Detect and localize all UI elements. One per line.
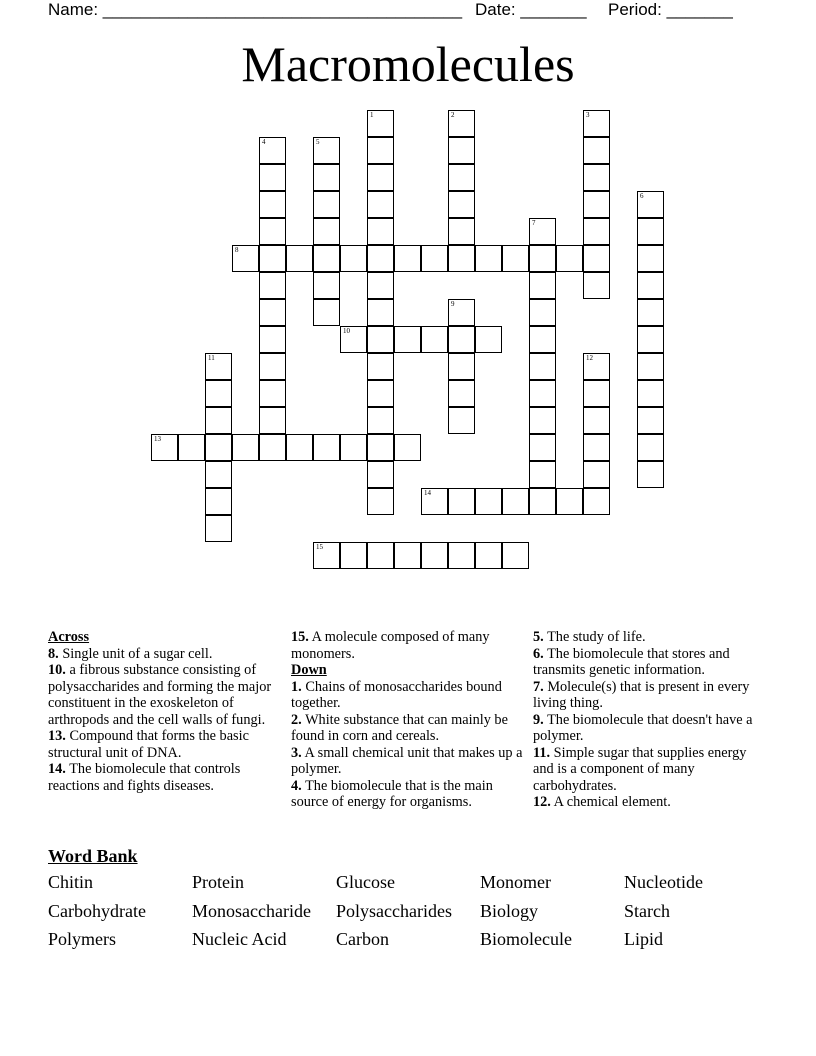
crossword-cell[interactable] (232, 434, 259, 461)
name-field[interactable]: Name: ______________________________________ (48, 0, 463, 19)
word-bank-item: Biomolecule (480, 929, 572, 949)
crossword-cell[interactable] (475, 488, 502, 515)
crossword-cell[interactable] (448, 488, 475, 515)
crossword-cell[interactable] (475, 326, 502, 353)
crossword-cell[interactable] (529, 245, 556, 272)
crossword-cell[interactable] (583, 353, 610, 380)
crossword-cell[interactable] (367, 191, 394, 218)
crossword-cell[interactable] (205, 407, 232, 434)
word-bank-item: Polymers (48, 929, 117, 949)
crossword-cell[interactable] (556, 488, 583, 515)
word-bank-item: Protein (192, 872, 244, 892)
crossword-cell[interactable] (367, 110, 394, 137)
crossword-cell[interactable] (529, 407, 556, 434)
crossword-cell[interactable] (313, 191, 340, 218)
crossword-cell[interactable] (637, 272, 664, 299)
crossword-cell[interactable] (529, 218, 556, 245)
crossword-cell[interactable] (394, 245, 421, 272)
crossword-cell[interactable] (637, 191, 664, 218)
crossword-cell[interactable] (367, 380, 394, 407)
crossword-cell[interactable] (286, 434, 313, 461)
crossword-cell[interactable] (259, 218, 286, 245)
crossword-cell[interactable] (502, 245, 529, 272)
crossword-cell[interactable] (367, 488, 394, 515)
clues-column-2 (291, 629, 526, 811)
crossword-cell[interactable] (583, 380, 610, 407)
crossword-cell[interactable] (583, 164, 610, 191)
word-bank-item: Polysaccharides (336, 901, 452, 921)
crossword-cell[interactable] (394, 434, 421, 461)
crossword-cell[interactable] (637, 380, 664, 407)
crossword-cell[interactable] (637, 326, 664, 353)
crossword-cell[interactable] (502, 542, 529, 569)
clue-number: 13 (154, 435, 161, 443)
crossword-cell[interactable] (259, 191, 286, 218)
crossword-cell[interactable] (448, 191, 475, 218)
crossword-cell[interactable] (448, 542, 475, 569)
word-bank-title: Word Bank (48, 846, 138, 866)
crossword-cell[interactable] (583, 245, 610, 272)
clue-down-11: 11. Simple sugar that supplies energy and is a component of many carbohydrates. (533, 744, 747, 794)
crossword-cell[interactable] (367, 326, 394, 353)
clue-across-10: 10. a fibrous substance consisting of polysaccharides and forming the major constituent in the exoskeleton of arthropods and the cell walls of fungi. (48, 662, 272, 728)
crossword-cell[interactable] (637, 245, 664, 272)
clue-across-15: 15. A molecule composed of many monomers. (291, 629, 490, 662)
crossword-cell[interactable] (205, 488, 232, 515)
crossword-cell[interactable] (583, 488, 610, 515)
crossword-cell[interactable] (421, 245, 448, 272)
clues-column-1 (48, 629, 283, 794)
crossword-cell[interactable] (367, 299, 394, 326)
word-bank-item: Starch (624, 901, 670, 921)
clue-down-12: 12. A chemical element. (533, 794, 671, 810)
crossword-cell[interactable] (529, 380, 556, 407)
crossword-cell[interactable] (205, 461, 232, 488)
clue-down-7: 7. Molecule(s) that is present in every living thing. (533, 678, 750, 711)
clue-down-9: 9. The biomolecule that doesn't have a polymer. (533, 711, 753, 744)
word-bank-item: Carbon (336, 929, 389, 949)
crossword-cell[interactable] (583, 461, 610, 488)
word-bank-item: Chitin (48, 872, 94, 892)
across-heading: Across (48, 629, 90, 645)
crossword-cell[interactable] (259, 407, 286, 434)
date-field[interactable]: Date: _______ (475, 0, 587, 19)
crossword-cell[interactable] (529, 272, 556, 299)
crossword-cell[interactable] (448, 137, 475, 164)
crossword-cell[interactable] (475, 245, 502, 272)
crossword-cell[interactable] (583, 110, 610, 137)
crossword-cell[interactable] (151, 434, 178, 461)
crossword-cell[interactable] (583, 191, 610, 218)
crossword-cell[interactable] (340, 434, 367, 461)
crossword-cell[interactable] (637, 299, 664, 326)
word-bank-item: Lipid (624, 929, 663, 949)
crossword-cell[interactable] (259, 299, 286, 326)
crossword-cell[interactable] (367, 137, 394, 164)
crossword-cell[interactable] (313, 137, 340, 164)
crossword-cell[interactable] (448, 326, 475, 353)
crossword-cell[interactable] (529, 488, 556, 515)
clue-down-6: 6. The biomolecule that stores and transmits genetic information. (533, 645, 730, 678)
crossword-cell[interactable] (340, 245, 367, 272)
clue-number: 6 (640, 192, 644, 200)
clue-down-4: 4. The biomolecule that is the main source of energy for organisms. (291, 777, 493, 810)
crossword-cell[interactable] (529, 461, 556, 488)
crossword-cell[interactable] (205, 380, 232, 407)
clue-down-3: 3. A small chemical unit that makes up a polymer. (291, 744, 523, 777)
word-bank-item: Nucleic Acid (192, 929, 287, 949)
crossword-cell[interactable] (448, 299, 475, 326)
crossword-cell[interactable] (259, 164, 286, 191)
crossword-cell[interactable] (178, 434, 205, 461)
clue-number: 4 (262, 138, 266, 146)
crossword-cell[interactable] (313, 164, 340, 191)
crossword-cell[interactable] (583, 272, 610, 299)
crossword-cell[interactable] (448, 245, 475, 272)
crossword-cell[interactable] (583, 434, 610, 461)
crossword-cell[interactable] (367, 245, 394, 272)
crossword-cell[interactable] (421, 542, 448, 569)
crossword-cell[interactable] (367, 218, 394, 245)
crossword-cell[interactable] (556, 245, 583, 272)
crossword-cell[interactable] (367, 542, 394, 569)
crossword-cell[interactable] (583, 407, 610, 434)
clue-across-14: 14. The biomolecule that controls reactions and fights diseases. (48, 761, 241, 794)
crossword-cell[interactable] (529, 299, 556, 326)
crossword-cell[interactable] (448, 164, 475, 191)
clue-down-2: 2. White substance that can mainly be found in corn and cereals. (291, 711, 508, 744)
crossword-cell[interactable] (313, 245, 340, 272)
word-bank-item: Monosaccharide (192, 901, 311, 921)
crossword-cell[interactable] (367, 434, 394, 461)
crossword-cell[interactable] (340, 542, 367, 569)
crossword-cell[interactable] (637, 353, 664, 380)
crossword-cell[interactable] (205, 353, 232, 380)
crossword-cell[interactable] (475, 542, 502, 569)
clue-down-1: 1. Chains of monosaccharides bound together. (291, 678, 502, 711)
period-field[interactable]: Period: _______ (608, 0, 733, 19)
crossword-cell[interactable] (394, 542, 421, 569)
crossword-cell[interactable] (529, 353, 556, 380)
crossword-cell[interactable] (448, 353, 475, 380)
crossword-cell[interactable] (259, 326, 286, 353)
clue-down-5: 5. The study of life. (533, 629, 646, 645)
crossword-cell[interactable] (421, 326, 448, 353)
crossword-cell[interactable] (637, 218, 664, 245)
crossword-cell[interactable] (313, 272, 340, 299)
crossword-cell[interactable] (259, 272, 286, 299)
clue-number: 5 (316, 138, 320, 146)
crossword-cell[interactable] (367, 407, 394, 434)
clue-number: 3 (586, 111, 590, 119)
word-bank-item: Monomer (480, 872, 551, 892)
word-bank-item: Biology (480, 901, 539, 921)
crossword-cell[interactable] (637, 434, 664, 461)
clue-number: 1 (370, 111, 374, 119)
crossword-cell[interactable] (448, 407, 475, 434)
crossword-cell[interactable] (232, 245, 259, 272)
crossword-cell[interactable] (448, 218, 475, 245)
crossword-cell[interactable] (259, 245, 286, 272)
clue-number: 14 (424, 489, 431, 497)
word-bank-item: Carbohydrate (48, 901, 146, 921)
crossword-cell[interactable] (529, 326, 556, 353)
crossword-cell[interactable] (313, 434, 340, 461)
crossword-cell[interactable] (502, 488, 529, 515)
crossword-cell[interactable] (205, 515, 232, 542)
word-bank-item: Nucleotide (624, 872, 703, 892)
crossword-cell[interactable] (286, 245, 313, 272)
clue-number: 2 (451, 111, 455, 119)
crossword-cell[interactable] (529, 434, 556, 461)
crossword-cell[interactable] (367, 164, 394, 191)
crossword-cell[interactable] (448, 380, 475, 407)
crossword-cell[interactable] (367, 461, 394, 488)
crossword-cell[interactable] (259, 353, 286, 380)
clues-column-3 (533, 629, 768, 811)
down-heading: Down (291, 662, 327, 678)
clue-number: 7 (532, 219, 536, 227)
crossword-cell[interactable] (205, 434, 232, 461)
clue-number: 11 (208, 354, 215, 362)
crossword-cell[interactable] (637, 407, 664, 434)
crossword-cell[interactable] (367, 272, 394, 299)
clue-number: 12 (586, 354, 593, 362)
clue-number: 9 (451, 300, 455, 308)
clue-number: 10 (343, 327, 350, 335)
clue-number: 8 (235, 246, 239, 254)
crossword-cell[interactable] (583, 137, 610, 164)
crossword-cell[interactable] (637, 461, 664, 488)
clue-across-8: 8. Single unit of a sugar cell. (48, 645, 213, 662)
crossword-cell[interactable] (394, 326, 421, 353)
word-bank-item: Glucose (336, 872, 395, 892)
clue-across-13: 13. Compound that forms the basic structural unit of DNA. (48, 728, 249, 761)
crossword-cell[interactable] (259, 380, 286, 407)
crossword-cell[interactable] (340, 326, 367, 353)
crossword-cell[interactable] (313, 218, 340, 245)
crossword-cell[interactable] (259, 137, 286, 164)
crossword-cell[interactable] (259, 434, 286, 461)
crossword-cell[interactable] (367, 353, 394, 380)
crossword-cell[interactable] (313, 299, 340, 326)
page-title: Macromolecules (241, 36, 575, 92)
crossword-cell[interactable] (313, 542, 340, 569)
crossword-cell[interactable] (583, 218, 610, 245)
clue-number: 15 (316, 543, 323, 551)
crossword-cell[interactable] (448, 110, 475, 137)
crossword-cell[interactable] (421, 488, 448, 515)
